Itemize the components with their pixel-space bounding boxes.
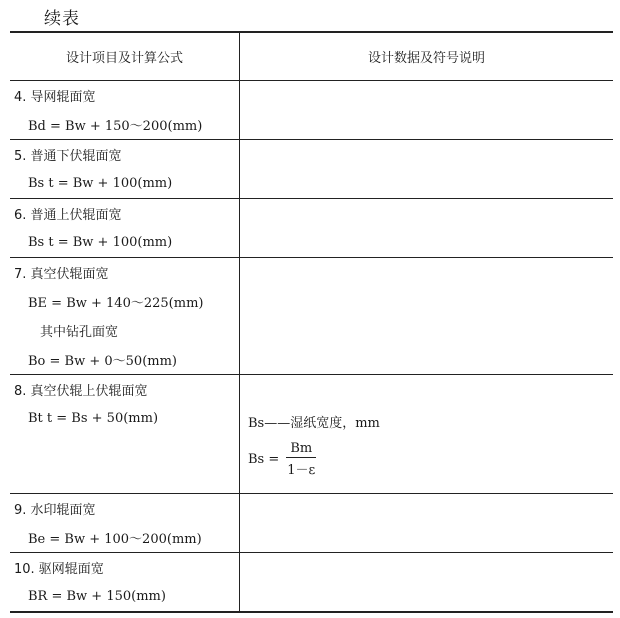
table-row [10,140,613,199]
row-notes-cell [240,553,613,611]
row-notes-cell [240,258,613,374]
row-notes-cell [240,199,613,257]
table-row [10,258,613,375]
row-subtitle: 其中钻孔面宽 [40,325,119,340]
table-row [10,81,613,140]
bs-formula-lhs: Bs = [248,452,280,467]
row-formula: Bs t = Bw + 100(mm) [28,235,173,250]
row-title: 8. 真空伏辊上伏辊面宽 [14,384,148,399]
fraction-numerator: Bm [286,441,316,458]
row-notes-cell [240,375,613,493]
row-title: 6. 普通上伏辊面宽 [14,208,122,223]
table-row [10,553,613,611]
row-subformula: Bo = Bw + 0～50(mm) [28,354,177,369]
row-title: 7. 真空伏辊面宽 [14,267,109,282]
fraction [283,441,319,478]
table-caption: 续表 [44,9,80,29]
row-title: 9. 水印辊面宽 [14,503,96,518]
row-formula: Be = Bw + 100～200(mm) [28,532,202,547]
row-formula: Bd = Bw + 150～200(mm) [28,119,203,134]
fraction-denominator: 1－ε [287,463,316,478]
row-notes-cell [240,81,613,139]
row-formula: Bs t = Bw + 100(mm) [28,176,173,191]
table-row [10,375,613,494]
bs-definition: Bs——湿纸宽度，mm [248,416,380,431]
row-title: 10. 驱网辊面宽 [14,562,104,577]
row-formula: BR = Bw + 150(mm) [28,589,166,604]
header-right: 设计数据及符号说明 [367,51,485,66]
row-formula: BE = Bw + 140～225(mm) [28,296,204,311]
row-notes-cell [240,494,613,552]
table-header [10,33,613,81]
row-notes-cell [240,140,613,198]
table-row [10,494,613,553]
header-left: 设计项目及计算公式 [10,33,240,80]
design-table [10,31,613,613]
table-row [10,199,613,258]
bs-formula [248,441,319,478]
row-formula: Bt t = Bs + 50(mm) [28,411,159,426]
row-title: 5. 普通下伏辊面宽 [14,149,122,164]
row-title: 4. 导网辊面宽 [14,90,96,105]
